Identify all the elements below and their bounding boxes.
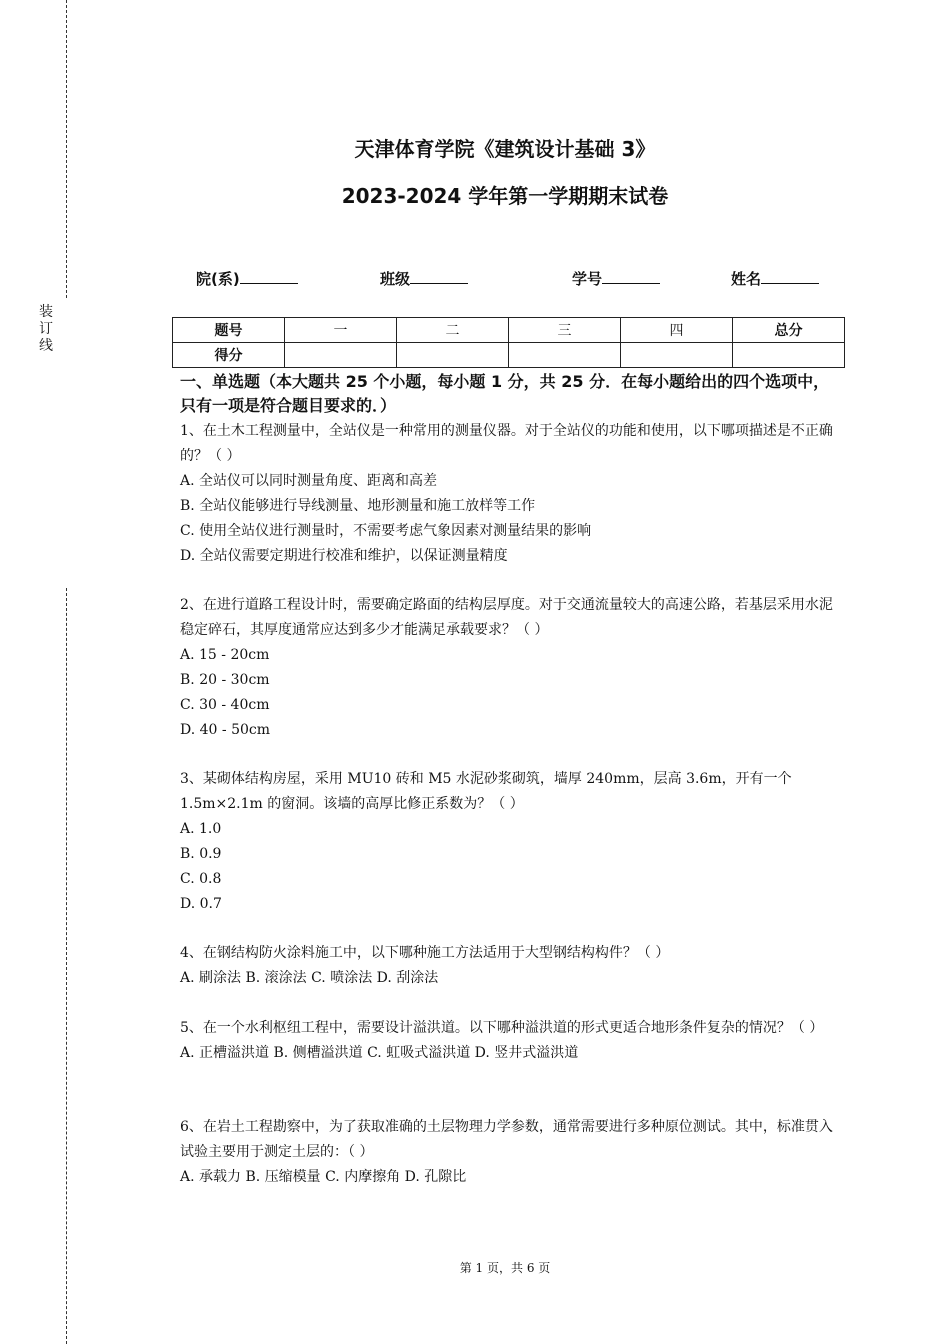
question-3 xyxy=(180,767,845,917)
info-student-id-blank xyxy=(602,269,660,284)
question-2 xyxy=(180,593,845,743)
info-name-blank xyxy=(761,269,819,284)
score-cell xyxy=(397,343,509,368)
question-option: D. 0.7 xyxy=(180,896,222,912)
question-option: A. 刷涂法 B. 滚涂法 C. 喷涂法 D. 刮涂法 xyxy=(180,970,439,986)
question-option: C. 0.8 xyxy=(180,871,222,887)
question-option: A. 1.0 xyxy=(180,821,222,837)
info-dept-blank xyxy=(240,269,298,284)
question-5 xyxy=(180,1016,845,1066)
score-table-score-row xyxy=(173,343,845,368)
question-stem: 4、在钢结构防火涂料施工中，以下哪种施工方法适用于大型钢结构构件？（ ） xyxy=(180,945,670,961)
score-table-col-4: 四 xyxy=(621,318,733,343)
score-cell xyxy=(509,343,621,368)
question-option: B. 20 - 30cm xyxy=(180,672,270,688)
score-cell xyxy=(621,343,733,368)
info-class-blank xyxy=(410,269,468,284)
score-table-col-total: 总分 xyxy=(733,318,845,343)
info-class xyxy=(380,268,468,289)
question-option: A. 15 - 20cm xyxy=(180,647,270,663)
score-table-col-3: 三 xyxy=(509,318,621,343)
score-table-header-row xyxy=(173,318,845,343)
question-option: C. 30 - 40cm xyxy=(180,697,270,713)
info-dept-label: 院(系) xyxy=(196,270,240,288)
question-stem: 1、在土木工程测量中，全站仪是一种常用的测量仪器。对于全站仪的功能和使用，以下哪项描述是不正确的？（ ） xyxy=(180,423,833,464)
question-option: D. 40 - 50cm xyxy=(180,722,271,738)
section-heading: 一、单选题（本大题共 25 个小题，每小题 1 分，共 25 分．在每小题给出的四个选项中，只有一项是符合题目要求的．） xyxy=(180,372,830,415)
question-1 xyxy=(180,419,845,569)
binding-label: 装订线 xyxy=(39,304,53,354)
question-option: A. 承载力 B. 压缩模量 C. 内摩擦角 D. 孔隙比 xyxy=(180,1169,467,1185)
score-table-col-2: 二 xyxy=(397,318,509,343)
info-student-id xyxy=(572,268,660,289)
question-stem: 2、在进行道路工程设计时，需要确定路面的结构层厚度。对于交通流量较大的高速公路，若基层采用水泥稳定碎石，其厚度通常应达到多少才能满足承载要求？（ ） xyxy=(180,597,833,638)
question-option: A. 全站仪可以同时测量角度、距离和高差 xyxy=(180,473,438,489)
question-option: A. 正槽溢洪道 B. 侧槽溢洪道 C. 虹吸式溢洪道 D. 竖井式溢洪道 xyxy=(180,1045,579,1061)
info-name-label: 姓名 xyxy=(731,270,762,288)
score-cell xyxy=(285,343,397,368)
score-table-col-1: 一 xyxy=(285,318,397,343)
info-name xyxy=(731,268,819,289)
question-option: D. 全站仪需要定期进行校准和维护，以保证测量精度 xyxy=(180,548,508,564)
question-6 xyxy=(180,1115,845,1190)
score-table xyxy=(172,317,845,368)
question-option: C. 使用全站仪进行测量时，不需要考虑气象因素对测量结果的影响 xyxy=(180,523,592,539)
info-student-id-label: 学号 xyxy=(572,270,603,288)
exam-title-line1: 天津体育学院《建筑设计基础 3》 xyxy=(354,137,656,161)
score-table-row1-label: 题号 xyxy=(173,318,285,343)
question-stem: 5、在一个水利枢纽工程中，需要设计溢洪道。以下哪种溢洪道的形式更适合地形条件复杂的情况？（ ） xyxy=(180,1020,824,1036)
question-stem: 6、在岩土工程勘察中，为了获取准确的土层物理力学参数，通常需要进行多种原位测试。其中，标准贯入试验主要用于测定土层的：（ ） xyxy=(180,1119,833,1160)
score-table-row2-label: 得分 xyxy=(173,343,285,368)
page-footer: 第 1 页，共 6 页 xyxy=(459,1261,551,1275)
question-4 xyxy=(180,941,845,991)
question-stem: 3、某砌体结构房屋，采用 MU10 砖和 M5 水泥砂浆砌筑，墙厚 240mm，层高 3.6m，开有一个 1.5m×2.1m 的窗洞。该墙的高厚比修正系数为？（ ） xyxy=(180,771,792,812)
binding-line-bottom xyxy=(66,588,67,1344)
score-cell xyxy=(733,343,845,368)
info-dept xyxy=(196,268,298,289)
question-option: B. 全站仪能够进行导线测量、地形测量和施工放样等工作 xyxy=(180,498,536,514)
question-option: B. 0.9 xyxy=(180,846,222,862)
info-class-label: 班级 xyxy=(380,270,411,288)
exam-title-line2: 2023-2024 学年第一学期期末试卷 xyxy=(341,184,669,208)
